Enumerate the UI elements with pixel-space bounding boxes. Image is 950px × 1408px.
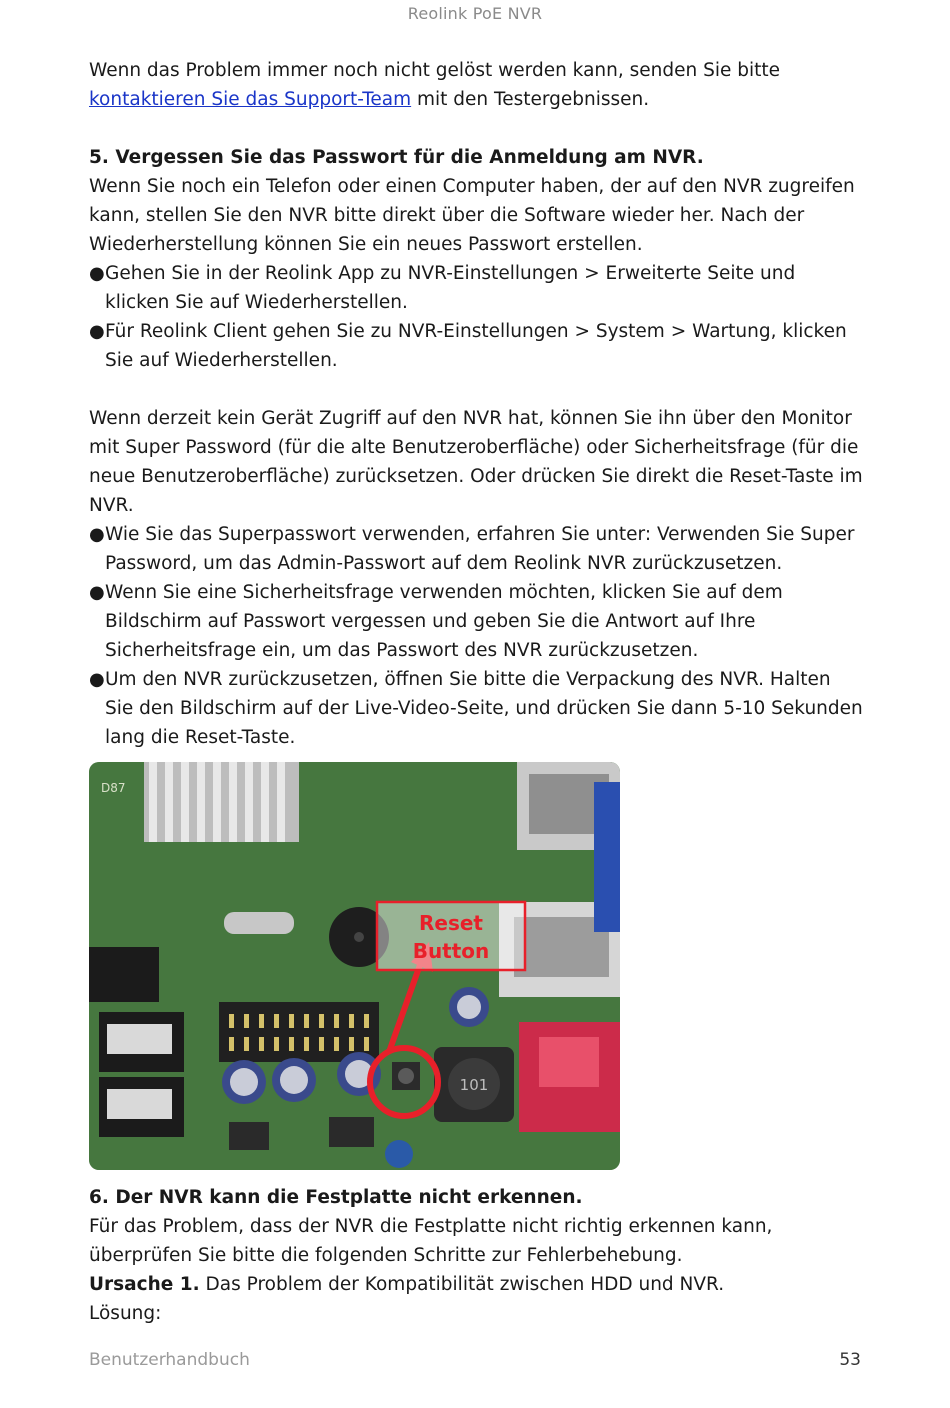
cause-line (89, 1270, 864, 1299)
page-header: Reolink PoE NVR (407, 4, 543, 23)
bullet-text: Um den NVR zurückzusetzen, öffnen Sie bitte die Verpackung des NVR. Halten Sie den Bildschirm auf der Live-Video-Seite, und drücken Sie dann 5-10 Sekunden lang die Reset-Taste. (105, 669, 863, 748)
main-content (89, 56, 864, 752)
bullet-text: Gehen Sie in der Reolink App zu NVR-Einstellungen > Erweiterte Seite und klicken Sie auf Wiederherstellen. (105, 263, 796, 313)
bullet-dot-icon: ● (89, 582, 105, 603)
bullet-item (89, 259, 864, 317)
bullet-text: Für Reolink Client gehen Sie zu NVR-Einstellungen > System > Wartung, klicken Sie auf Wiederherstellen. (105, 321, 847, 371)
capacitor (385, 1140, 413, 1168)
intro-line: Wenn das Problem immer noch nicht gelöst werden kann, senden Sie bitte (89, 60, 781, 81)
board-marking: D87 (101, 781, 126, 795)
capacitor-top (230, 1068, 258, 1096)
heatsink (144, 762, 299, 842)
page-number: 53 (839, 1350, 861, 1370)
support-team-link[interactable]: kontaktieren Sie das Support-Team (89, 89, 412, 110)
intro-line-2-text: mit den Testergebnissen. (411, 89, 650, 110)
crystal-oscillator (224, 912, 294, 934)
blue-case-edge (594, 782, 620, 932)
sata-connector-inner (107, 1024, 172, 1054)
buzzer-hole (354, 932, 364, 942)
section-5-heading: 5. Vergessen Sie das Passwort für die Anmeldung am NVR. (89, 147, 704, 168)
section-6-paragraph: Für das Problem, dass der NVR die Festplatte nicht richtig erkennen kann, überprüfen Sie bitte die folgenden Schritte zur Fehlerbehebung. (89, 1216, 773, 1266)
circuit-board-illustration (89, 762, 620, 1170)
sata-connector (89, 947, 159, 1002)
reset-label-line-2: Button (412, 939, 490, 963)
bullet-dot-icon: ● (89, 524, 105, 545)
capacitor-top (457, 995, 481, 1019)
bullet-dot-icon: ● (89, 263, 105, 284)
ic-chip (329, 1117, 374, 1147)
intro-line-2 (89, 85, 864, 114)
solution-label: Lösung: (89, 1303, 162, 1324)
footer-title: Benutzerhandbuch (89, 1350, 250, 1370)
cause-label: Ursache 1. (89, 1274, 200, 1295)
section-5-paragraph: Wenn Sie noch ein Telefon oder einen Computer haben, der auf den NVR zugreifen kann, stellen Sie den NVR bitte direkt über die Software wieder her. Nach der Wiederherstellung können Sie ein neues Passwort erstellen. (89, 176, 855, 255)
bullet-item (89, 578, 864, 665)
sata-connector-inner (107, 1089, 172, 1119)
section-6 (89, 1183, 864, 1328)
cause-text: Das Problem der Kompatibilität zwischen HDD und NVR. (199, 1274, 725, 1295)
section-6-heading: 6. Der NVR kann die Festplatte nicht erkennen. (89, 1187, 583, 1208)
section-5-paragraph-2: Wenn derzeit kein Gerät Zugriff auf den NVR hat, können Sie ihn über den Monitor mit Super Password (für die alte Benutzeroberfläche) oder Sicherheitsfrage (für die neue Benutzeroberfläche) zurücksetzen. Oder drücken Sie direkt die Reset-Taste im NVR. (89, 408, 863, 516)
nvr-board-photo (89, 762, 620, 1170)
bullet-item (89, 317, 864, 375)
bullet-text: Wenn Sie eine Sicherheitsfrage verwenden möchten, klicken Sie auf dem Bildschirm auf Passwort vergessen und geben Sie die Antwort auf Ihre Sicherheitsfrage ein, um das Passwort des NVR zurückzusetzen. (105, 582, 783, 661)
red-connector-highlight (539, 1037, 599, 1087)
bullet-text: Wie Sie das Superpasswort verwenden, erfahren Sie unter: Verwenden Sie Super Password, um das Admin-Passwort auf dem Reolink NVR zurückzusetzen. (105, 524, 855, 574)
bullet-dot-icon: ● (89, 669, 105, 690)
bullet-item (89, 665, 864, 752)
reset-button-cap (398, 1068, 414, 1084)
inductor-marking: 101 (459, 1076, 489, 1094)
bullet-item (89, 520, 864, 578)
bullet-dot-icon: ● (89, 321, 105, 342)
ic-chip (229, 1122, 269, 1150)
reset-label-line-1: Reset (419, 911, 483, 935)
capacitor-top (280, 1066, 308, 1094)
